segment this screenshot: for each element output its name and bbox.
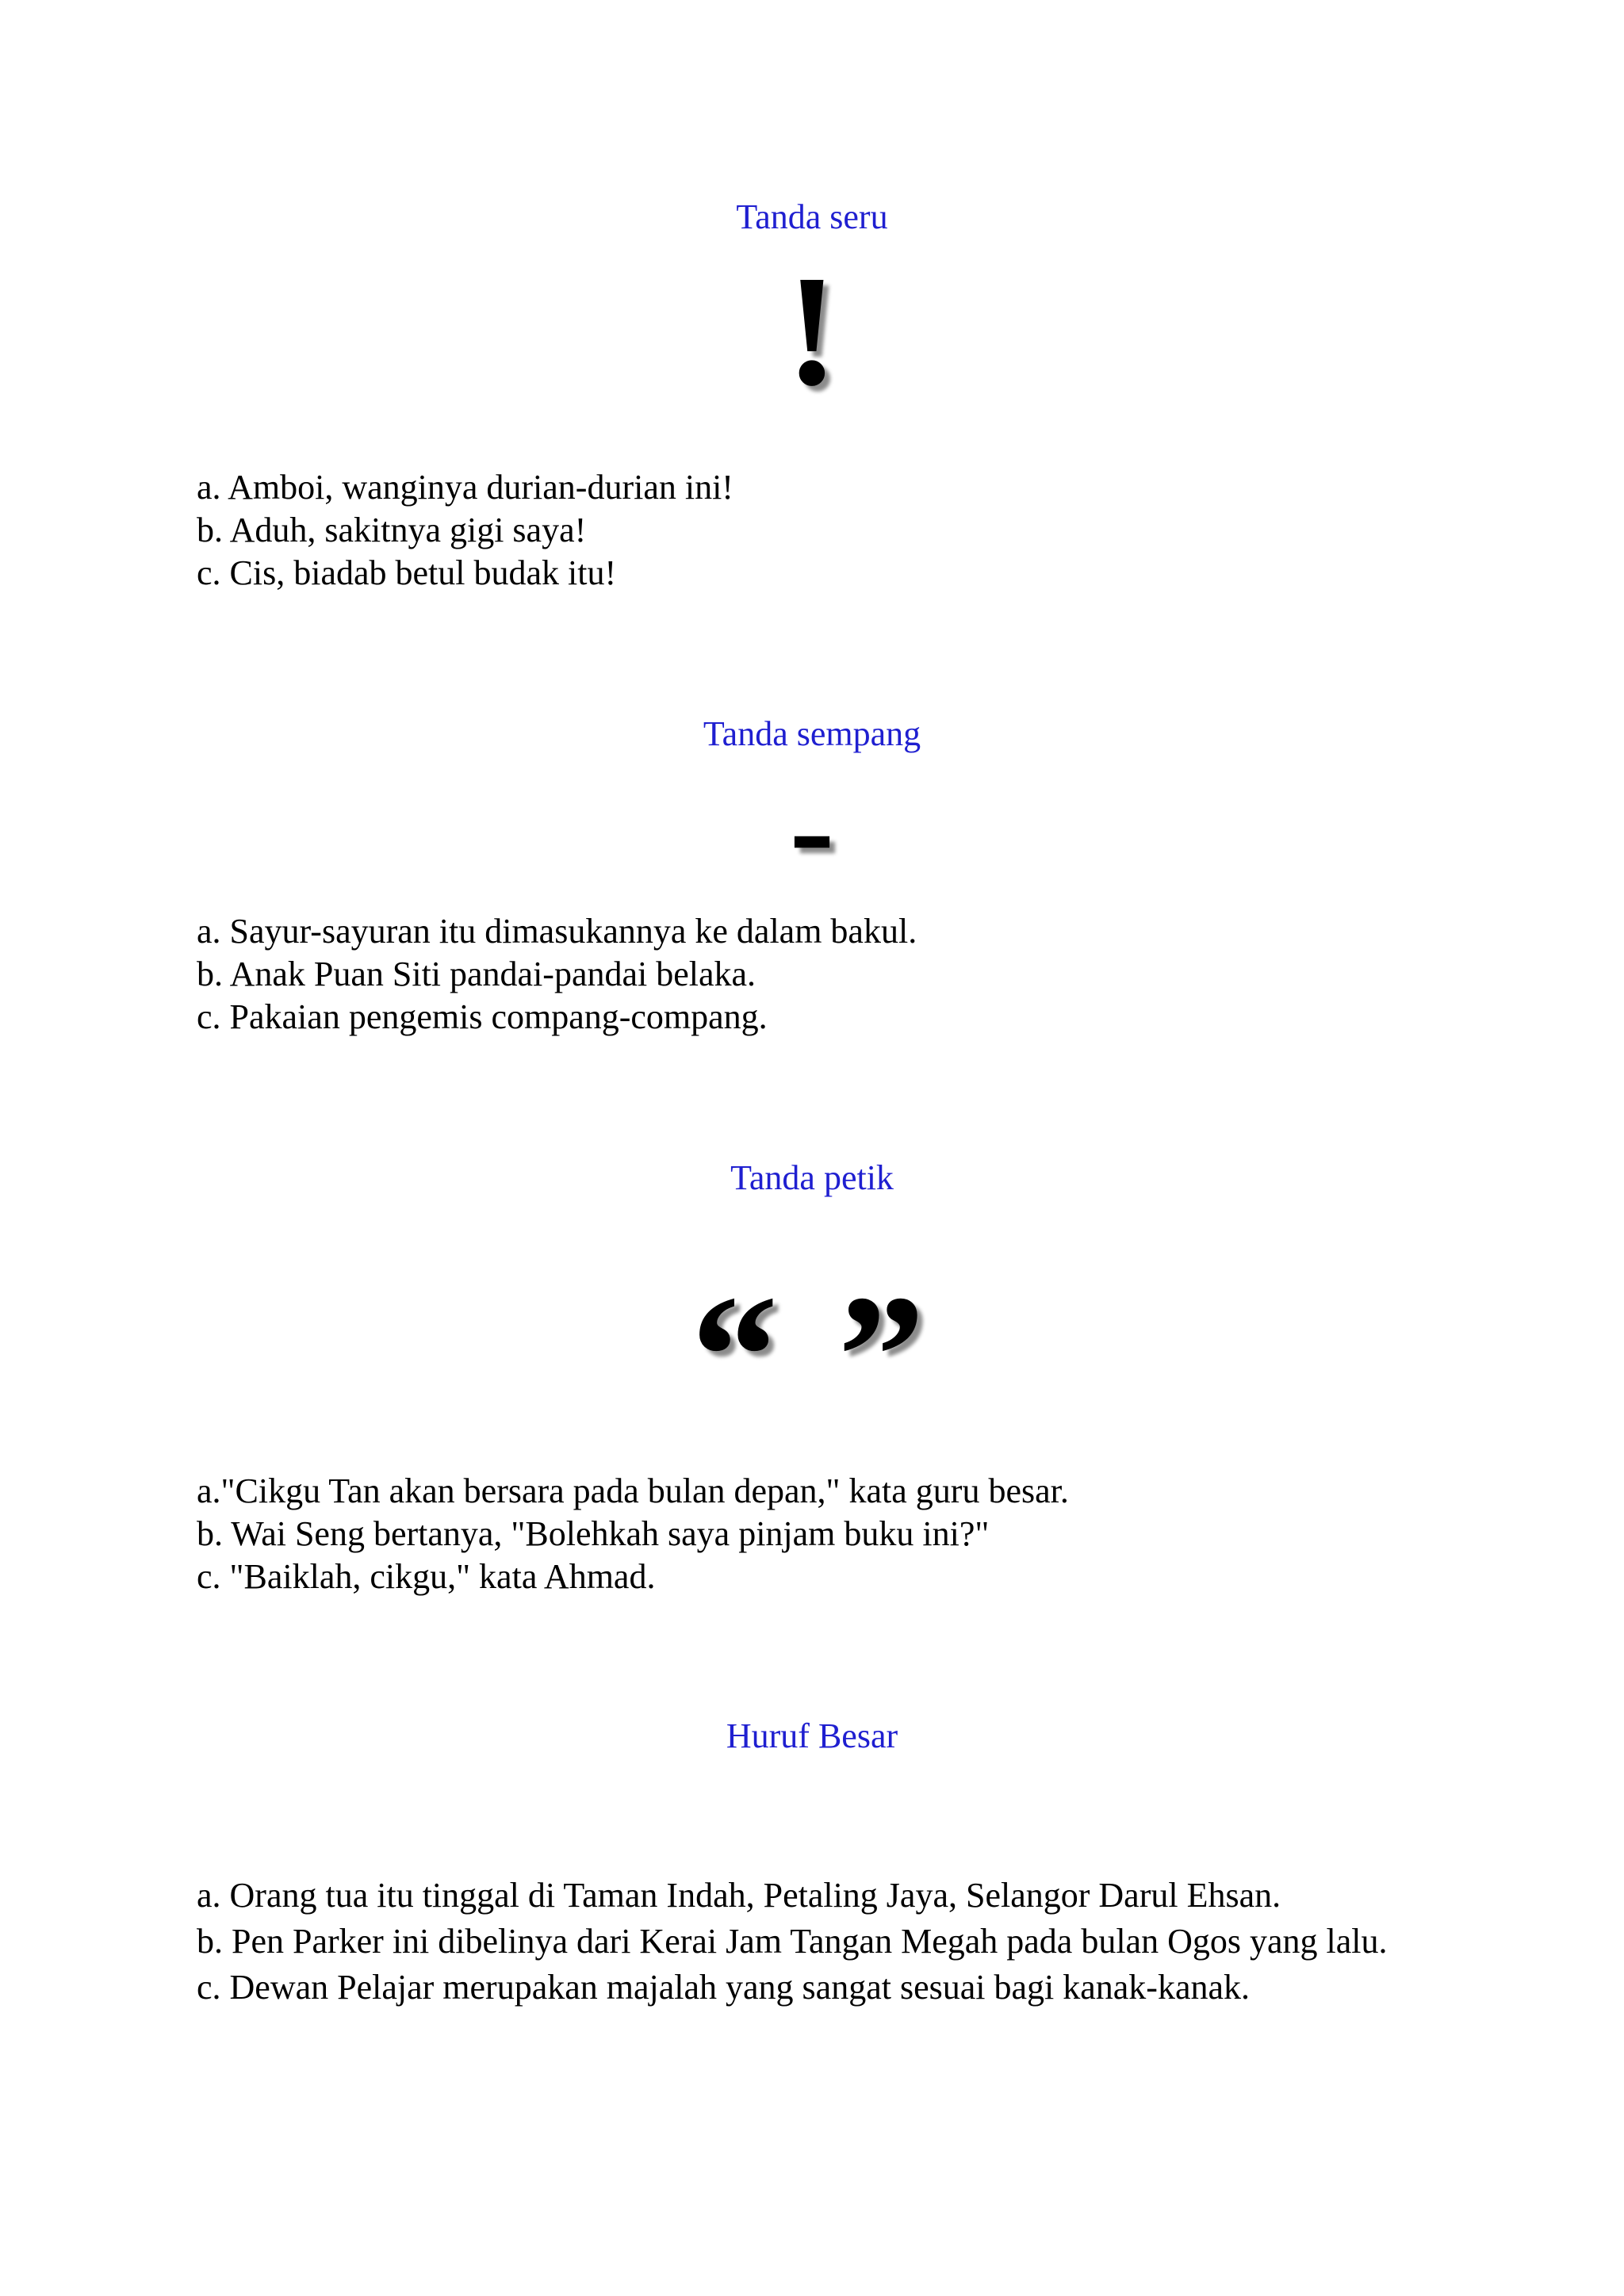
example-item: a."Cikgu Tan akan bersara pada bulan depan," kata guru besar. [197,1471,1069,1510]
example-item: a. Amboi, wanginya durian-durian ini! [197,468,733,507]
example-item: b. Anak Puan Siti pandai-pandai belaka. [197,955,756,993]
section-heading-huruf-besar: Huruf Besar [726,1716,898,1755]
hyphen-symbol: - [789,754,835,903]
quotation-marks-symbol: “ ” [691,1259,933,1452]
example-item: c. "Baiklah, cikgu," kata Ahmad. [197,1557,656,1596]
example-list-tanda-seru [197,466,1402,595]
section-heading-tanda-petik: Tanda petik [730,1158,894,1197]
example-item: c. Pakaian pengemis compang-compang. [197,997,768,1036]
section-heading-tanda-sempang: Tanda sempang [703,714,921,753]
example-item: a. Orang tua itu tinggal di Taman Indah, Petaling Jaya, Selangor Darul Ehsan. [197,1876,1281,1915]
exclamation-mark-symbol: ! [785,243,839,419]
example-item: b. Pen Parker ini dibelinya dari Kerai Jam Tangan Megah pada bulan Ogos yang lalu. [197,1922,1388,1961]
section-heading-tanda-seru: Tanda seru [736,197,888,236]
example-item: c. Dewan Pelajar merupakan majalah yang sangat sesuai bagi kanak-kanak. [197,1968,1251,2007]
example-item: c. Cis, biadab betul budak itu! [197,553,617,592]
example-item: b. Aduh, sakitnya gigi saya! [197,511,587,549]
example-list-tanda-sempang [197,910,1402,1039]
example-list-tanda-petik [197,1470,1402,1598]
example-list-huruf-besar [197,1873,1402,2011]
example-item: a. Sayur-sayuran itu dimasukannya ke dalam bakul. [197,912,917,951]
example-item: b. Wai Seng bertanya, "Bolehkah saya pinjam buku ini?" [197,1514,990,1553]
